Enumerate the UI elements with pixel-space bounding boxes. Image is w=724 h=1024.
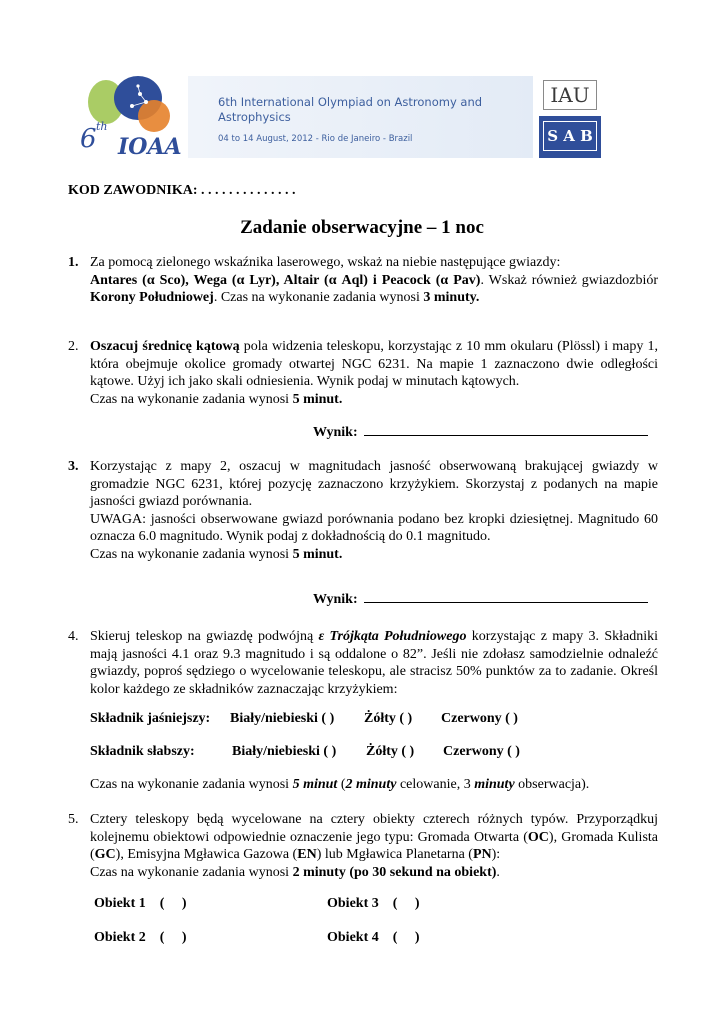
task-1-time: 3 minuty. <box>423 290 480 305</box>
sab-logo <box>539 116 601 158</box>
fainter-label: Składnik słabszy: <box>90 744 195 759</box>
object-1-answer[interactable]: Obiekt 1 ( ) <box>94 896 187 911</box>
task-1-number: 1. <box>68 255 79 270</box>
logo-six: 6 <box>80 124 97 154</box>
object-4-answer[interactable]: Obiekt 4 ( ) <box>327 930 420 945</box>
task-4-text-a: Skieruj teleskop na gwiazdę podwójną <box>90 629 319 644</box>
task-4-time-c: minuty <box>474 777 515 792</box>
task-5-oc: OC <box>527 829 549 845</box>
task-2-bold: Oszacuj średnicę kątową <box>90 339 240 354</box>
task-5-number: 5. <box>68 812 79 827</box>
task-5-text-e: ): <box>491 847 501 862</box>
task-3-text: Korzystając z mapy 2, oszacuj w magnitudach jasność obserwowaną brakującej gwiazdy w gromadzie NGC 6231, której pozycję zaznaczono krzyżykiem. Skorzystaj z podanych na mapie jasności gwiazd porównania. <box>90 459 658 509</box>
banner-line3: 04 to 14 August, 2012 - Rio de Janeiro - Brazil <box>218 134 413 144</box>
object-3-answer[interactable]: Obiekt 3 ( ) <box>327 896 420 911</box>
fainter-yellow-option[interactable]: Żółty ( ) <box>366 744 415 759</box>
task-5-gc: GC <box>94 847 116 862</box>
task-4-paren: ( <box>337 777 346 792</box>
task-3-body <box>90 458 658 563</box>
task-4 <box>68 628 658 698</box>
sab-frame <box>543 121 597 151</box>
result-field-1[interactable] <box>313 424 648 441</box>
task-4-text <box>90 628 658 698</box>
task-3-time-prefix: Czas na wykonanie zadania wynosi <box>90 546 293 562</box>
result-label-2: Wynik: <box>313 592 358 607</box>
banner-line2: Astrophysics <box>218 110 291 124</box>
ioaa-logo <box>66 76 184 158</box>
brighter-white-option[interactable]: Biały/niebieski ( ) <box>230 711 335 726</box>
task-3-time-line <box>90 546 658 564</box>
task-5-pn: PN <box>472 847 492 862</box>
fainter-white-option[interactable]: Biały/niebieski ( ) <box>232 744 337 759</box>
task-4-time-prefix: Czas na wykonanie zadania wynosi <box>90 777 293 792</box>
result-label-1: Wynik: <box>313 425 358 440</box>
task-2-body <box>90 338 658 408</box>
task-1-line2 <box>90 272 658 307</box>
task-4-time-line <box>90 776 658 794</box>
task-5-text <box>90 811 658 864</box>
task-5-en: EN <box>297 847 317 862</box>
task-2 <box>68 338 658 408</box>
task-1-line2b: . Wskaż również gwiazdozbiór <box>480 272 659 288</box>
result-line-2[interactable] <box>364 591 648 603</box>
task-1-stars: Antares (α Sco), Wega (α Lyr), Altair (α Aql) i Peacock (α Pav) <box>90 272 481 288</box>
result-line-1[interactable] <box>364 424 648 436</box>
task-5-body <box>90 811 658 881</box>
task-4-time <box>68 776 658 794</box>
task-1-korona: Korony Południowej <box>90 290 214 305</box>
task-2-number: 2. <box>68 339 79 354</box>
task-4-time-text <box>90 776 658 794</box>
task-5-text-b: ), Gromada Kulista ( <box>90 829 658 862</box>
task-4-end: obserwacja). <box>514 777 590 792</box>
task-5-text-a: Cztery teleskopy będą wycelowane na cztery obiekty czterech różnych typów. Przyporządkuj kolejnemu obiektowi odpowiednie oznaczenie jego typu: Gromada Otwarta ( <box>90 812 658 845</box>
logo-ioaa: IOAA <box>118 134 182 160</box>
task-1-body <box>90 254 658 307</box>
brighter-red-option[interactable]: Czerwony ( ) <box>441 711 518 726</box>
logo-th: th <box>96 120 108 133</box>
task-1-line3a: . Czas na wykonanie zadania wynosi <box>213 290 424 305</box>
brighter-yellow-option[interactable]: Żółty ( ) <box>364 711 413 726</box>
task-2-rest: pola widzenia teleskopu, korzystając z 10 mm okularu (Plössl) i mapy 1, która obejmuje okolice gromady otwartej NGC 6231. Na mapie 1 zaznaczono dwie odległości kątowe. Użyj ich jako skali odniesienia. Wynik podaj w minutach kątowych. <box>90 339 658 389</box>
task-5-time: 2 minuty (po 30 sekund na obiekt) <box>292 864 497 880</box>
sab-text: S A B <box>547 127 593 145</box>
page-title: Zadanie obserwacyjne – 1 noc <box>240 217 484 238</box>
olympiad-banner <box>188 76 533 158</box>
task-1 <box>68 254 658 307</box>
fainter-component-row <box>90 744 195 760</box>
task-4-text-b: korzystając z mapy 3. Składniki mają jasności 4.1 oraz 9.3 magnitudo i są oddalone o 82”. Jeśli nie zdołasz samodzielnie odnaleźć gwiazdy, poproś sędziego o wycelowanie teleskopu, ale stracisz 50% punktów za to zadanie. Określ kolor każdego ze składników zaznaczając krzyżykiem: <box>90 629 658 697</box>
fainter-red-option[interactable]: Czerwony ( ) <box>443 744 520 759</box>
task-4-time-a: 5 minut <box>292 777 338 792</box>
task-5-time-prefix: Czas na wykonanie zadania wynosi <box>90 864 293 880</box>
task-5-time-line <box>90 864 658 882</box>
task-4-body <box>90 628 658 698</box>
task-1-line1: Za pomocą zielonego wskaźnika laserowego, wskaż na niebie następujące gwiazdy: <box>90 255 561 270</box>
task-4-star: ε Trójkąta Południowego <box>318 629 467 644</box>
task-2-time: 5 minut. <box>292 391 343 407</box>
task-3 <box>68 458 658 563</box>
task-2-time-line <box>90 391 658 409</box>
task-5-dot: . <box>496 864 500 880</box>
task-4-mid: celowanie, 3 <box>396 777 475 792</box>
task-2-text <box>90 338 658 391</box>
task-5-text-c: ), Emisyjna Mgławica Gazowa ( <box>115 847 298 862</box>
result-field-2[interactable] <box>313 591 648 608</box>
task-3-time: 5 minut. <box>292 546 343 562</box>
brighter-component-row <box>90 711 210 727</box>
iau-logo: IAU <box>543 80 597 110</box>
banner-line1: 6th International Olympiad on Astronomy and <box>218 95 483 109</box>
object-2-answer[interactable]: Obiekt 2 ( ) <box>94 930 187 945</box>
task-5-text-d: ) lub Mgławica Planetarna ( <box>316 847 473 862</box>
task-5 <box>68 811 658 881</box>
contestant-code-label: KOD ZAWODNIKA: . . . . . . . . . . . . . . <box>68 183 296 198</box>
header-banner <box>66 76 606 158</box>
task-4-number: 4. <box>68 629 79 644</box>
task-4-time-b: 2 minuty <box>345 777 397 792</box>
task-3-number: 3. <box>68 459 79 474</box>
task-2-time-prefix: Czas na wykonanie zadania wynosi <box>90 391 293 407</box>
task-3-uwaga: UWAGA: jasności obserwowane gwiazd porównania podano bez kropki dziesiętnej. Magnitudo 60 oznacza 6.0 magnitudo. Wynik podaj z dokładnością do 0.1 magnitudo. <box>90 511 658 544</box>
brighter-label: Składnik jaśniejszy: <box>90 711 211 726</box>
